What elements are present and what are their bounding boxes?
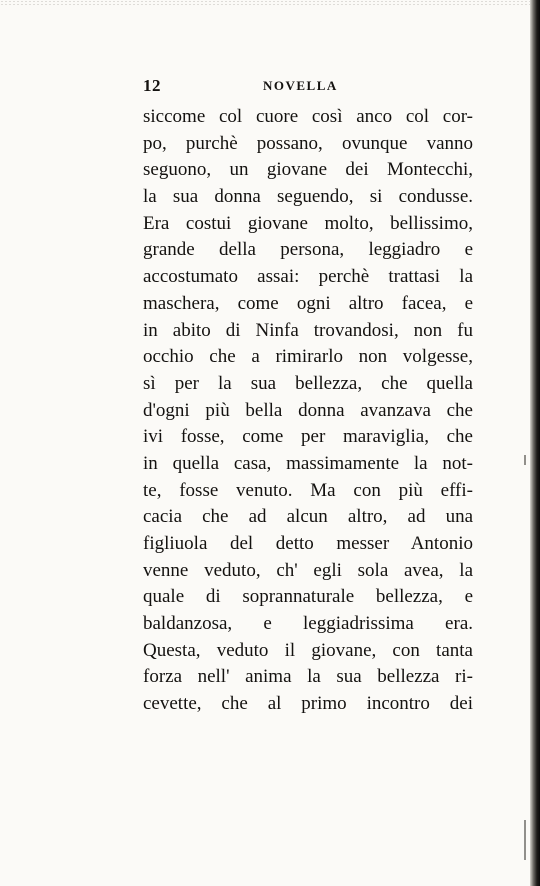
page-number: 12 xyxy=(143,76,161,95)
text-line: la sua donna seguendo, si condusse. xyxy=(143,186,473,208)
text-line: cacia che ad alcun altro, ad una xyxy=(143,506,473,528)
text-line: figliuola del detto messer Antonio xyxy=(143,533,473,554)
text-line: accostumato assai: perchè trattasi la xyxy=(143,266,473,288)
text-line: quale di soprannaturale bellezza, e xyxy=(143,586,473,608)
text-line: grande della persona, leggiadro e xyxy=(143,239,473,261)
text-line: ivi fosse, come per maraviglia, che xyxy=(143,426,473,448)
page-binding-edge xyxy=(530,0,540,886)
text-line: cevette, che al primo incontro dei xyxy=(143,693,473,715)
text-line: venne veduto, ch' egli sola avea, la xyxy=(143,559,473,581)
running-head: NOVELLA xyxy=(263,78,338,93)
page-header xyxy=(143,76,473,98)
text-line: siccome col cuore così anco col cor- xyxy=(143,106,473,127)
text-line: Questa, veduto il giovane, con tanta xyxy=(143,639,473,661)
text-line: in quella casa, massimamente la not- xyxy=(143,452,473,474)
text-line: d'ogni più bella donna avanzava che xyxy=(143,399,473,421)
text-line: forza nell' anima la sua bellezza ri- xyxy=(143,666,473,688)
text-line: te, fosse venuto. Ma con più effi- xyxy=(143,479,473,501)
text-line: sì per la sua bellezza, che quella xyxy=(143,372,473,394)
text-line: baldanzosa, e leggiadrissima era. xyxy=(143,613,473,635)
text-line: maschera, come ogni altro facea, e xyxy=(143,292,473,314)
text-line: seguono, un giovane dei Montecchi, xyxy=(143,159,473,181)
body-text xyxy=(143,104,473,718)
page-mark xyxy=(524,820,526,860)
text-line: occhio che a rimirarlo non volgesse, xyxy=(143,346,473,368)
text-line: po, purchè possano, ovunque vanno xyxy=(143,132,473,154)
page-top-edge xyxy=(0,0,530,6)
page-mark xyxy=(524,455,526,465)
text-line: Era costui giovane molto, bellissimo, xyxy=(143,212,473,234)
text-line: in abito di Ninfa trovandosi, non fu xyxy=(143,319,473,341)
